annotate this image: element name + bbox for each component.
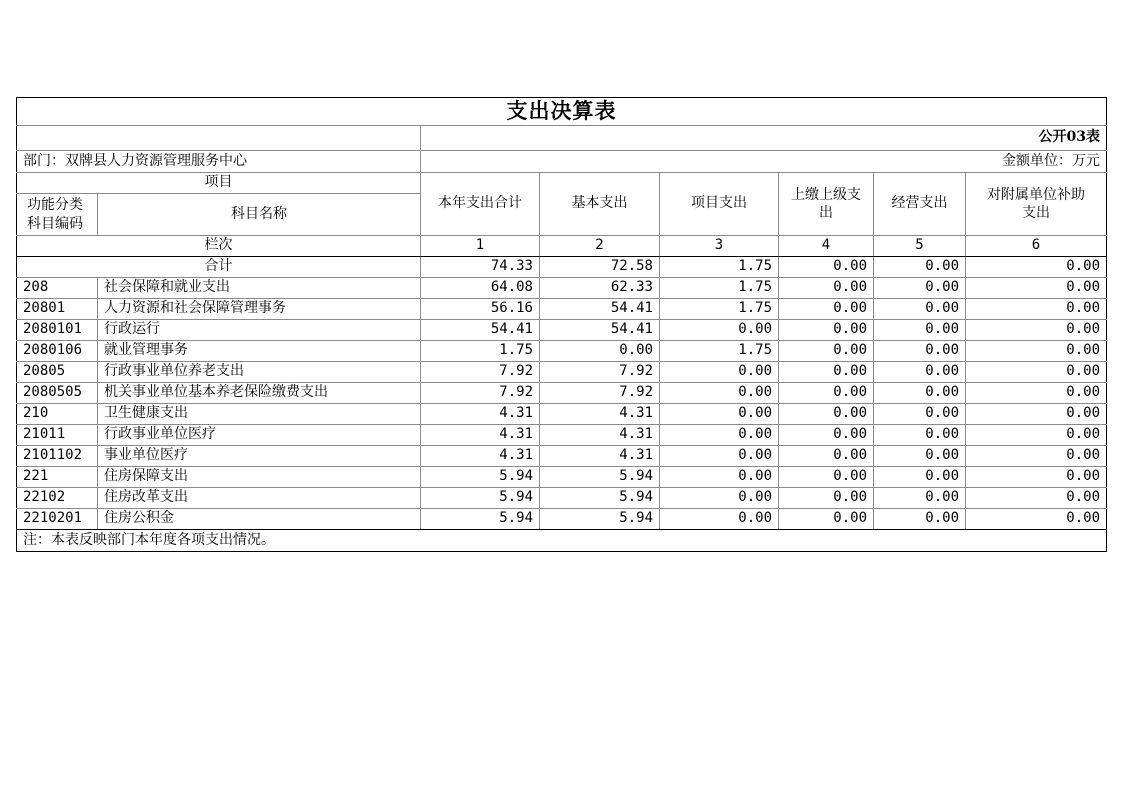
value-cell: 0.00	[874, 341, 966, 362]
value-cell: 0.00	[874, 488, 966, 509]
table-code-label: 公开03表	[421, 126, 1107, 151]
value-cell: 64.08	[421, 278, 540, 299]
value-cell: 5.94	[540, 467, 660, 488]
value-cell: 0.00	[874, 383, 966, 404]
column-number: 4	[779, 236, 874, 257]
value-cell: 0.00	[874, 509, 966, 530]
header-operating-expense: 经营支出	[874, 173, 966, 236]
value-cell: 1.75	[660, 257, 779, 278]
table-row	[17, 299, 1107, 320]
value-cell: 0.00	[966, 362, 1107, 383]
table-code-empty-cell	[17, 126, 421, 151]
value-cell: 0.00	[779, 320, 874, 341]
header-upward-expense-label: 上缴上级支出	[791, 186, 861, 221]
subject-name-cell: 人力资源和社会保障管理事务	[98, 299, 421, 320]
value-cell: 0.00	[779, 299, 874, 320]
value-cell: 74.33	[421, 257, 540, 278]
column-number: 1	[421, 236, 540, 257]
value-cell: 4.31	[540, 404, 660, 425]
header-function-code	[17, 194, 98, 236]
value-cell: 54.41	[421, 320, 540, 341]
value-cell: 4.31	[421, 425, 540, 446]
table-row	[17, 320, 1107, 341]
function-code-cell: 20801	[17, 299, 98, 320]
value-cell: 54.41	[540, 320, 660, 341]
value-cell: 0.00	[966, 488, 1107, 509]
value-cell: 56.16	[421, 299, 540, 320]
value-cell: 0.00	[779, 278, 874, 299]
value-cell: 0.00	[874, 404, 966, 425]
table-row	[17, 488, 1107, 509]
value-cell: 0.00	[966, 446, 1107, 467]
value-cell: 0.00	[660, 509, 779, 530]
value-cell: 4.31	[540, 446, 660, 467]
value-cell: 0.00	[966, 404, 1107, 425]
function-code-cell: 2210201	[17, 509, 98, 530]
value-cell: 0.00	[660, 446, 779, 467]
value-cell: 0.00	[779, 383, 874, 404]
header-project-expense: 项目支出	[660, 173, 779, 236]
function-code-cell: 22102	[17, 488, 98, 509]
value-cell: 0.00	[874, 446, 966, 467]
header-subject-name: 科目名称	[98, 194, 421, 236]
column-number: 6	[966, 236, 1107, 257]
value-cell: 0.00	[874, 257, 966, 278]
function-code-cell: 20805	[17, 362, 98, 383]
value-cell: 0.00	[874, 299, 966, 320]
header-project-group: 项目	[17, 173, 421, 194]
value-cell: 0.00	[966, 383, 1107, 404]
value-cell: 0.00	[660, 467, 779, 488]
value-cell: 5.94	[421, 488, 540, 509]
value-cell: 1.75	[421, 341, 540, 362]
value-cell: 54.41	[540, 299, 660, 320]
subject-name-cell: 行政运行	[98, 320, 421, 341]
function-code-cell: 2080505	[17, 383, 98, 404]
column-number: 2	[540, 236, 660, 257]
value-cell: 0.00	[779, 362, 874, 383]
value-cell: 0.00	[874, 425, 966, 446]
header-upward-expense	[779, 173, 874, 236]
value-cell: 0.00	[874, 467, 966, 488]
value-cell: 0.00	[779, 467, 874, 488]
expenditure-table-wrap	[16, 97, 1106, 552]
value-cell: 0.00	[966, 509, 1107, 530]
subject-name-cell: 机关事业单位基本养老保险缴费支出	[98, 383, 421, 404]
function-code-cell: 208	[17, 278, 98, 299]
value-cell: 62.33	[540, 278, 660, 299]
table-note: 注：本表反映部门本年度各项支出情况。	[17, 530, 1107, 552]
value-cell: 7.92	[421, 362, 540, 383]
value-cell: 0.00	[874, 320, 966, 341]
table-row	[17, 278, 1107, 299]
table-row	[17, 383, 1107, 404]
value-cell: 0.00	[966, 341, 1107, 362]
value-cell: 0.00	[966, 320, 1107, 341]
header-total-expense: 本年支出合计	[421, 173, 540, 236]
table-row	[17, 446, 1107, 467]
value-cell: 0.00	[660, 404, 779, 425]
unit-label: 金额单位：万元	[421, 151, 1107, 173]
value-cell: 0.00	[966, 278, 1107, 299]
table-row	[17, 362, 1107, 383]
value-cell: 0.00	[540, 341, 660, 362]
value-cell: 4.31	[421, 404, 540, 425]
table-row	[17, 509, 1107, 530]
function-code-cell: 2101102	[17, 446, 98, 467]
function-code-cell: 21011	[17, 425, 98, 446]
subject-name-cell: 住房公积金	[98, 509, 421, 530]
value-cell: 0.00	[966, 257, 1107, 278]
value-cell: 0.00	[660, 425, 779, 446]
total-row	[17, 257, 1107, 278]
value-cell: 7.92	[540, 383, 660, 404]
value-cell: 0.00	[779, 488, 874, 509]
table-row	[17, 341, 1107, 362]
header-subsidy-expense-label: 对附属单位补助支出	[987, 186, 1085, 221]
note-row	[17, 530, 1107, 552]
table-row	[17, 404, 1107, 425]
column-number: 5	[874, 236, 966, 257]
page-title: 支出决算表	[17, 98, 1107, 126]
value-cell: 7.92	[540, 362, 660, 383]
table-row	[17, 425, 1107, 446]
value-cell: 0.00	[660, 362, 779, 383]
header-function-code-label: 功能分类科目编码	[27, 197, 83, 232]
column-index-label: 栏次	[17, 236, 421, 257]
table-body	[17, 257, 1107, 530]
table-row	[17, 467, 1107, 488]
value-cell: 5.94	[421, 509, 540, 530]
value-cell: 0.00	[779, 341, 874, 362]
department-label: 部门：双牌县人力资源管理服务中心	[17, 151, 421, 173]
value-cell: 0.00	[874, 362, 966, 383]
function-code-cell: 2080101	[17, 320, 98, 341]
value-cell: 4.31	[540, 425, 660, 446]
value-cell: 0.00	[779, 446, 874, 467]
subject-name-cell: 社会保障和就业支出	[98, 278, 421, 299]
value-cell: 4.31	[421, 446, 540, 467]
value-cell: 0.00	[779, 425, 874, 446]
value-cell: 0.00	[779, 404, 874, 425]
value-cell: 0.00	[779, 509, 874, 530]
function-code-cell: 2080106	[17, 341, 98, 362]
value-cell: 1.75	[660, 341, 779, 362]
header-row-project	[17, 173, 1107, 194]
column-index-row	[17, 236, 1107, 257]
value-cell: 72.58	[540, 257, 660, 278]
subject-name-cell: 住房改革支出	[98, 488, 421, 509]
header-basic-expense: 基本支出	[540, 173, 660, 236]
value-cell: 0.00	[874, 278, 966, 299]
subject-name-cell: 行政事业单位医疗	[98, 425, 421, 446]
value-cell: 5.94	[421, 467, 540, 488]
value-cell: 5.94	[540, 509, 660, 530]
subject-name-cell: 卫生健康支出	[98, 404, 421, 425]
value-cell: 0.00	[660, 488, 779, 509]
function-code-cell: 221	[17, 467, 98, 488]
value-cell: 5.94	[540, 488, 660, 509]
value-cell: 1.75	[660, 299, 779, 320]
subject-name-cell: 住房保障支出	[98, 467, 421, 488]
value-cell: 0.00	[966, 425, 1107, 446]
subject-name-cell: 就业管理事务	[98, 341, 421, 362]
value-cell: 0.00	[660, 383, 779, 404]
value-cell: 0.00	[966, 467, 1107, 488]
function-code-cell: 210	[17, 404, 98, 425]
header-subsidy-expense	[966, 173, 1107, 236]
value-cell: 0.00	[779, 257, 874, 278]
expenditure-table	[16, 97, 1107, 552]
department-row	[17, 151, 1107, 173]
subject-name-cell: 事业单位医疗	[98, 446, 421, 467]
table-code-row	[17, 126, 1107, 151]
total-label-cell: 合计	[17, 257, 421, 278]
title-row	[17, 98, 1107, 126]
value-cell: 1.75	[660, 278, 779, 299]
subject-name-cell: 行政事业单位养老支出	[98, 362, 421, 383]
value-cell: 7.92	[421, 383, 540, 404]
column-number: 3	[660, 236, 779, 257]
value-cell: 0.00	[966, 299, 1107, 320]
value-cell: 0.00	[660, 320, 779, 341]
